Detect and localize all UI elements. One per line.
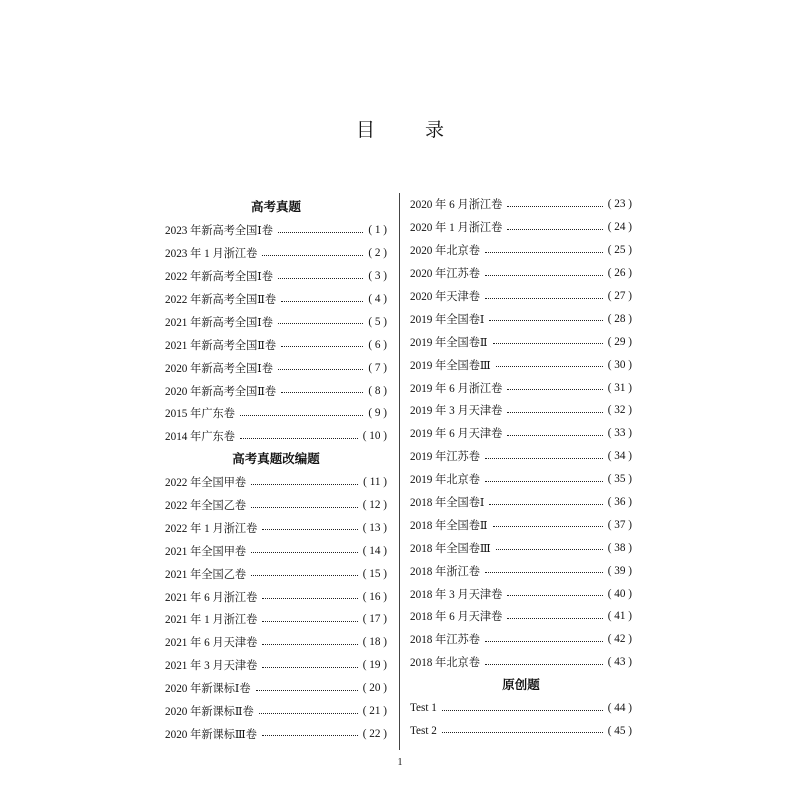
section-header: 高考真题改编题 [232,450,320,466]
toc-entry[interactable] [410,353,632,376]
dot-leader [485,572,603,573]
toc-entry-label: 2022 年 1 月浙江卷 [165,522,258,535]
toc-entry-label: 2021 年全国乙卷 [165,568,247,581]
dot-leader [281,392,363,393]
toc-entry[interactable] [410,559,632,582]
dot-leader [251,575,358,576]
toc-entry-label: 2019 年全国卷Ⅲ [410,359,491,372]
toc-entry-label: 2019 年 3 月天津卷 [410,405,503,418]
toc-entry[interactable] [165,379,387,402]
toc-entry[interactable] [410,239,632,262]
toc-entry[interactable] [410,582,632,605]
toc-entry-label: 2015 年广东卷 [165,408,235,421]
dot-leader [278,369,363,370]
toc-entry-page: ( 7 ) [368,361,387,374]
section-header: 原创题 [502,676,540,692]
toc-entry-label: 2018 年全国卷Ⅰ [410,497,485,510]
dot-leader [485,275,603,276]
toc-entry[interactable] [410,193,632,216]
toc-entry-label: Test 2 [410,724,437,737]
toc-entry[interactable] [165,219,387,242]
dot-leader [262,667,357,668]
toc-entry[interactable] [410,513,632,536]
toc-entry[interactable] [410,605,632,628]
toc-entry-label: 2019 年全国卷Ⅱ [410,336,488,349]
toc-entry[interactable] [165,516,387,539]
toc-entry[interactable] [165,539,387,562]
dot-leader [507,412,602,413]
toc-entry-page: ( 6 ) [368,338,387,351]
toc-entry-label: 2020 年新高考全国Ⅰ卷 [165,362,273,375]
toc-entry-page: ( 5 ) [368,315,387,328]
toc-entry-label: 2019 年江苏卷 [410,451,480,464]
toc-entry[interactable] [410,285,632,308]
toc-entry-page: ( 2 ) [368,247,387,260]
toc-entry-label: 2021 年新高考全国Ⅱ卷 [165,339,277,352]
toc-entry-page: ( 4 ) [368,293,387,305]
column-divider [399,193,400,750]
toc-entry-label: 2018 年江苏卷 [410,634,480,647]
dot-leader [278,232,363,233]
toc-entry-page: ( 38 ) [607,541,632,554]
toc-entry-label: 2022 年全国乙卷 [165,500,247,513]
toc-entry[interactable] [165,494,387,517]
toc-entry[interactable] [410,491,632,514]
toc-entry-label: 2018 年全国卷Ⅲ [410,542,491,555]
dot-leader [442,710,603,711]
toc-right-column [410,193,632,742]
toc-entry-label: 2020 年江苏卷 [410,268,480,281]
dot-leader [485,298,603,299]
toc-entry-label: 2020 年新课标Ⅲ卷 [165,728,257,741]
toc-entry-page: ( 41 ) [607,610,632,623]
toc-entry[interactable] [410,307,632,330]
toc-entry-label: 2018 年北京卷 [410,657,480,670]
toc-entry-page: ( 14 ) [362,544,387,557]
dot-leader [507,389,602,390]
toc-entry[interactable] [165,333,387,356]
toc-entry-page: ( 28 ) [607,312,632,325]
toc-entry-page: ( 15 ) [362,567,387,580]
toc-entry[interactable] [165,585,387,608]
dot-leader [507,595,602,596]
toc-entry[interactable] [165,402,387,425]
toc-entry-page: ( 32 ) [607,404,632,417]
dot-leader [262,598,357,599]
toc-entry[interactable] [165,310,387,333]
dot-leader [485,641,603,642]
toc-entry-page: ( 10 ) [362,430,387,443]
dot-leader [493,343,603,344]
toc-entry-label: 2022 年新高考全国Ⅱ卷 [165,294,277,306]
toc-entry[interactable] [410,628,632,651]
toc-entry-page: ( 39 ) [607,564,632,577]
toc-entry-page: ( 44 ) [607,702,632,715]
toc-entry-page: ( 17 ) [362,613,387,626]
toc-entry-label: 2020 年新高考全国Ⅱ卷 [165,385,277,398]
toc-entry[interactable] [410,262,632,285]
dot-leader [256,690,358,691]
toc-entry-page: ( 25 ) [607,244,632,257]
toc-entry-label: 2021 年新高考全国Ⅰ卷 [165,316,273,329]
toc-entry[interactable] [410,719,632,742]
toc-entry[interactable] [165,654,387,677]
toc-entry[interactable] [410,468,632,491]
toc-entry-page: ( 37 ) [607,518,632,531]
toc-entry-page: ( 12 ) [362,499,387,512]
toc-entry-page: ( 42 ) [607,633,632,646]
toc-entry-label: 2021 年 3 月天津卷 [165,660,258,673]
toc-entry-page: ( 43 ) [607,656,632,669]
toc-entry-label: 2020 年天津卷 [410,291,480,303]
toc-entry[interactable] [410,330,632,353]
dot-leader [262,529,357,530]
dot-leader [278,278,363,279]
toc-entry-label: 2018 年 3 月天津卷 [410,588,503,601]
dot-leader [262,255,363,256]
toc-entry[interactable] [165,288,387,311]
toc-entry-label: 2018 年浙江卷 [410,565,480,578]
toc-entry-page: ( 9 ) [368,407,387,420]
toc-left-column [165,196,387,745]
toc-entry-label: 2019 年 6 月天津卷 [410,428,503,441]
toc-entry-page: ( 45 ) [607,724,632,737]
dot-leader [507,618,602,619]
toc-entry-page: ( 11 ) [363,476,387,489]
toc-entry-label: 2022 年新高考全国Ⅰ卷 [165,271,273,284]
toc-entry-label: 2018 年 6 月天津卷 [410,611,503,624]
toc-entry-label: 2023 年 1 月浙江卷 [165,248,258,261]
toc-entry-label: 2020 年 6 月浙江卷 [410,199,503,212]
toc-entry-label: Test 1 [410,702,437,715]
toc-entry[interactable] [165,608,387,631]
toc-entry[interactable] [165,722,387,745]
toc-entry-page: ( 22 ) [362,727,387,740]
toc-entry[interactable] [410,445,632,468]
toc-entry[interactable] [410,651,632,674]
toc-entry-label: 2014 年广东卷 [165,431,235,444]
toc-entry-label: 2019 年 6 月浙江卷 [410,382,503,395]
dot-leader [507,206,602,207]
toc-entry[interactable] [165,265,387,288]
toc-entry[interactable] [165,677,387,700]
toc-entry-label: 2020 年新课标Ⅰ卷 [165,683,251,696]
dot-leader [240,415,363,416]
toc-entry-page: ( 1 ) [368,224,387,237]
toc-entry[interactable] [165,425,387,448]
dot-leader [259,713,358,714]
toc-entry-label: 2018 年全国卷Ⅱ [410,519,488,532]
toc-entry-page: ( 21 ) [362,705,387,718]
page-number: 1 [397,757,403,768]
toc-entry-page: ( 13 ) [362,521,387,534]
dot-leader [489,504,602,505]
dot-leader [262,621,357,622]
toc-entry[interactable] [410,216,632,239]
toc-entry-page: ( 8 ) [368,384,387,397]
toc-entry-page: ( 16 ) [362,590,387,603]
dot-leader [496,549,603,550]
dot-leader [442,732,603,733]
dot-leader [485,252,603,253]
section-header: 高考真题 [250,199,301,214]
dot-leader [262,735,358,736]
toc-entry-label: 2019 年全国卷Ⅰ [410,313,485,326]
dot-leader [251,484,358,485]
toc-entry-page: ( 40 ) [607,587,632,600]
toc-entry-page: ( 3 ) [368,270,387,283]
dot-leader [485,458,603,459]
toc-entry-label: 2023 年新高考全国Ⅰ卷 [165,225,273,238]
toc-entry-page: ( 31 ) [607,381,632,394]
toc-entry-label: 2020 年北京卷 [410,245,480,258]
toc-entry[interactable] [165,356,387,379]
toc-entry[interactable] [410,376,632,399]
dot-leader [489,320,602,321]
dot-leader [251,552,358,553]
toc-entry[interactable] [165,471,387,494]
toc-entry[interactable] [165,242,387,265]
toc-entry[interactable] [410,422,632,445]
dot-leader [278,323,363,324]
toc-entry-page: ( 33 ) [607,427,632,440]
toc-entry-page: ( 27 ) [607,290,632,302]
dot-leader [281,301,363,302]
toc-entry[interactable] [165,631,387,654]
toc-entry-label: 2021 年 6 月天津卷 [165,637,258,650]
dot-leader [493,526,603,527]
toc-entry-page: ( 35 ) [607,473,632,486]
dot-leader [485,664,603,665]
toc-entry-label: 2021 年全国甲卷 [165,545,247,558]
dot-leader [507,435,602,436]
toc-entry-page: ( 18 ) [362,636,387,649]
toc-entry-label: 2021 年 6 月浙江卷 [165,591,258,604]
dot-leader [496,366,603,367]
toc-entry[interactable] [165,700,387,723]
toc-entry-page: ( 36 ) [607,496,632,509]
toc-entry-page: ( 23 ) [607,198,632,211]
toc-entry-page: ( 19 ) [362,659,387,672]
toc-entry-page: ( 20 ) [362,682,387,695]
dot-leader [485,481,603,482]
toc-entry[interactable] [410,536,632,559]
dot-leader [262,644,357,645]
dot-leader [240,438,358,439]
toc-entry-label: 2021 年 1 月浙江卷 [165,614,258,627]
toc-entry[interactable] [410,399,632,422]
dot-leader [507,229,602,230]
toc-entry-page: ( 30 ) [607,358,632,371]
dot-leader [251,507,358,508]
toc-entry-page: ( 29 ) [607,335,632,348]
toc-entry-label: 2019 年北京卷 [410,474,480,487]
toc-entry-page: ( 26 ) [607,267,632,280]
page-title: 目 录 [355,119,467,141]
toc-entry-label: 2020 年新课标Ⅱ卷 [165,706,254,719]
dot-leader [281,346,363,347]
toc-entry-page: ( 34 ) [607,450,632,463]
toc-entry-label: 2020 年 1 月浙江卷 [410,222,503,235]
toc-entry[interactable] [165,562,387,585]
toc-entry[interactable] [410,697,632,720]
toc-entry-page: ( 24 ) [607,221,632,234]
toc-entry-label: 2022 年全国甲卷 [165,477,247,490]
